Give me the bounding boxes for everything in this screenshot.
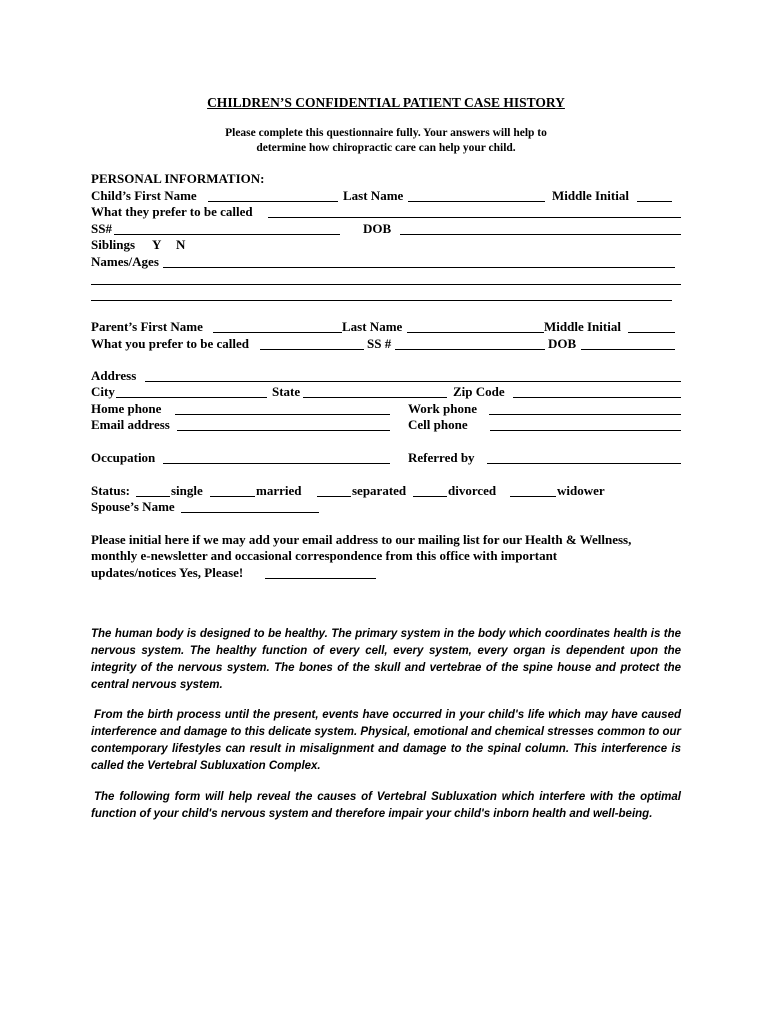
status-label: Status: [91,483,131,498]
parent-middle-initial-label: Middle Initial [544,319,621,334]
child-prefer-called-field[interactable] [268,217,681,218]
status-divorced-blank[interactable] [413,496,447,497]
child-middle-initial-label: Middle Initial [552,188,629,203]
address-row [91,368,681,384]
parent-last-name-label: Last Name [342,319,403,334]
status-divorced-label: divorced [448,483,497,498]
email-field[interactable] [177,430,390,431]
childs-first-name-field[interactable] [208,201,338,202]
siblings-label: Siblings [91,237,136,252]
personal-heading: PERSONAL INFORMATION: [91,171,265,186]
parent-first-name-label: Parent’s First Name [91,319,203,334]
mailing-initial-field[interactable] [265,578,376,579]
status-separated-label: separated [352,483,407,498]
city-row [91,384,681,400]
status-single-label: single [171,483,203,498]
address-label: Address [91,368,137,383]
names-ages-line-2[interactable] [91,284,681,285]
spouse-name-label: Spouse’s Name [91,499,175,514]
work-phone-label: Work phone [408,401,477,416]
mailing-line-1: Please initial here if we may add your email address to our mailing list for our Health & Wellness, [91,532,632,547]
referred-by-label: Referred by [408,450,475,465]
info-paragraph-1: The human body is designed to be healthy. The primary system in the body which coordinates health is the nervous system. The healthy function of every cell, every system, every organ is dependent upon the integrity of the nervous system. The bones of the skull and vertebrae of the spine house and protect the central nervous system. [91,628,681,691]
parent-last-name-field[interactable] [407,332,544,333]
occupation-field[interactable] [163,463,390,464]
mailing-line-2: monthly e-newsletter and occasional correspondence from this office with important [91,548,558,563]
page-title: CHILDREN’S CONFIDENTIAL PATIENT CASE HISTORY [207,95,565,110]
state-field[interactable] [303,397,447,398]
spouse-row [91,499,681,515]
child-prefer-row [91,204,681,220]
parent-dob-label: DOB [548,336,577,351]
status-married-blank[interactable] [210,496,255,497]
childs-first-name-label: Child’s First Name [91,188,197,203]
intro-line-2: determine how chiropractic care can help your child. [256,142,516,154]
mailing-line-3: updates/notices Yes, Please! [91,565,244,580]
phone-row [91,401,681,417]
parent-prefer-row [91,336,681,352]
zip-code-label: Zip Code [453,384,505,399]
child-name-row [91,188,681,204]
mailing-line-3-row [91,565,681,581]
child-last-name-label: Last Name [343,188,404,203]
child-ss-row [91,221,681,237]
occupation-label: Occupation [91,450,156,465]
address-field[interactable] [145,381,681,382]
siblings-row [91,237,681,253]
parent-dob-field[interactable] [581,349,675,350]
siblings-no-option[interactable]: N [176,237,186,252]
status-married-label: married [256,483,302,498]
names-ages-label: Names/Ages [91,254,159,269]
status-widower-blank[interactable] [510,496,556,497]
intro-line-1: Please complete this questionnaire fully. Your answers will help to [225,127,547,139]
siblings-yes-option[interactable]: Y [152,237,162,252]
status-separated-blank[interactable] [317,496,351,497]
parent-ss-field[interactable] [395,349,545,350]
work-phone-field[interactable] [489,414,681,415]
names-ages-row [91,254,681,270]
referred-by-field[interactable] [487,463,681,464]
city-field[interactable] [116,397,267,398]
child-dob-field[interactable] [400,234,681,235]
info-paragraph-3: The following form will help reveal the causes of Vertebral Subluxation which interfere with the optimal function of your child's nervous system and therefore impair your child's inborn health and well-being. [91,791,681,820]
child-last-name-field[interactable] [408,201,545,202]
parent-prefer-called-label: What you prefer to be called [91,336,250,351]
email-label: Email address [91,417,170,432]
email-row [91,417,681,433]
status-single-blank[interactable] [136,496,170,497]
child-dob-label: DOB [363,221,392,236]
spouse-name-field[interactable] [181,512,319,513]
parent-middle-initial-field[interactable] [628,332,675,333]
parent-ss-label: SS # [367,336,392,351]
child-middle-initial-field[interactable] [637,201,672,202]
child-prefer-called-label: What they prefer to be called [91,204,253,219]
status-widower-label: widower [557,483,605,498]
names-ages-line-3[interactable] [91,300,672,301]
home-phone-field[interactable] [175,414,390,415]
parent-first-name-field[interactable] [213,332,342,333]
city-label: City [91,384,115,399]
status-row [91,483,681,499]
parent-name-row [91,319,681,335]
cell-phone-field[interactable] [490,430,681,431]
parent-prefer-called-field[interactable] [260,349,364,350]
occupation-row [91,450,681,466]
names-ages-field[interactable] [163,267,675,268]
state-label: State [272,384,301,399]
info-paragraph-2: From the birth process until the present, events have occurred in your child's life which may have caused interference and damage to this delicate system. Physical, emotional and chemical stresses common to our contemporary lifestyles can result in misalignment and damage to the spinal column. This interference is called the Vertebral Subluxation Complex. [91,709,681,772]
child-ss-label: SS# [91,221,112,236]
home-phone-label: Home phone [91,401,162,416]
zip-code-field[interactable] [513,397,681,398]
cell-phone-label: Cell phone [408,417,468,432]
child-ss-field[interactable] [114,234,340,235]
